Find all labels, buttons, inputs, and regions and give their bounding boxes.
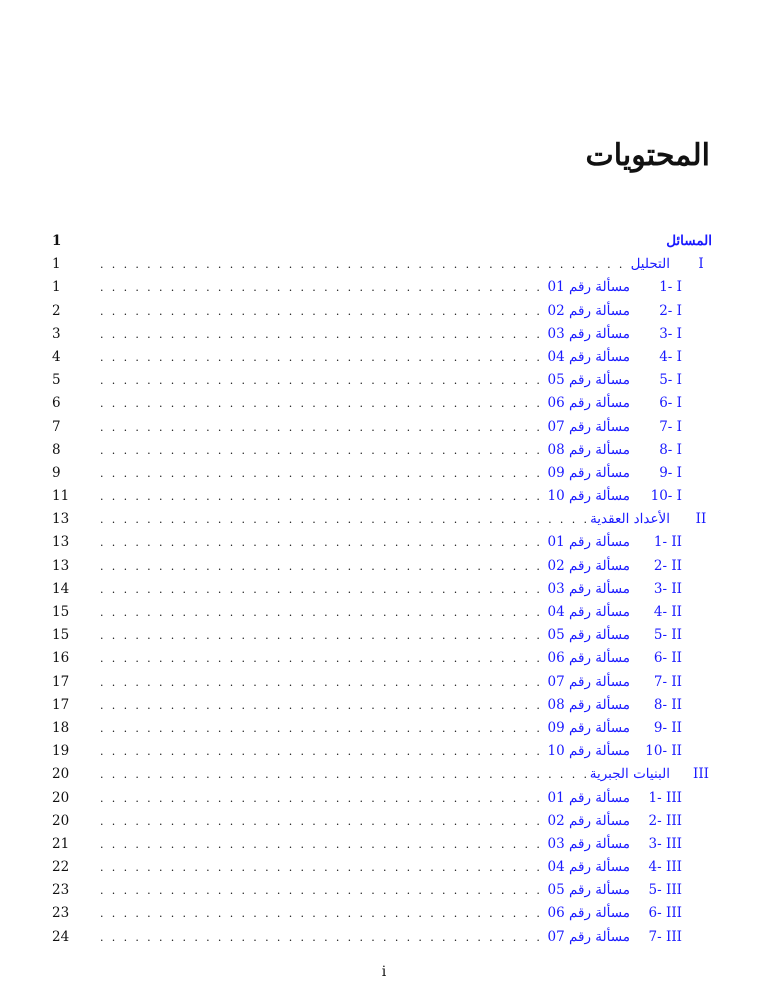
- entry-title-link[interactable]: مسألة رقم 08: [544, 439, 630, 462]
- dot-leader: [100, 508, 586, 532]
- entry-title-link[interactable]: مسألة رقم 07: [544, 926, 630, 949]
- toc-entry[interactable]: [52, 369, 712, 392]
- toc-entry[interactable]: [52, 578, 712, 601]
- toc-section[interactable]: [52, 763, 712, 786]
- toc-entry[interactable]: [52, 531, 712, 554]
- dot-leader: [100, 485, 544, 509]
- entry-page-number: 23: [52, 882, 70, 899]
- dot-leader: [100, 578, 544, 602]
- entry-title-link[interactable]: مسألة رقم 02: [544, 300, 630, 323]
- entry-number: 1- III: [648, 789, 682, 806]
- page-title: المحتويات: [585, 138, 710, 173]
- dot-leader: [100, 740, 544, 764]
- entry-title-link[interactable]: مسألة رقم 04: [544, 346, 630, 369]
- entry-title-link[interactable]: مسألة رقم 05: [544, 879, 630, 902]
- toc-entry[interactable]: [52, 555, 712, 578]
- entry-title-link[interactable]: مسألة رقم 04: [544, 856, 630, 879]
- entry-number: 10- I: [650, 488, 682, 505]
- entry-number: 2- III: [648, 812, 682, 829]
- dot-leader: [100, 555, 544, 579]
- toc-entry[interactable]: [52, 485, 712, 508]
- entry-number: 5- I: [659, 372, 682, 389]
- entry-title-link[interactable]: مسألة رقم 01: [544, 531, 630, 554]
- toc-entry[interactable]: [52, 671, 712, 694]
- entry-title-link[interactable]: مسألة رقم 09: [544, 717, 630, 740]
- entry-title-link[interactable]: مسألة رقم 07: [544, 416, 630, 439]
- entry-page-number: 5: [52, 372, 61, 389]
- entry-title-link[interactable]: مسألة رقم 04: [544, 601, 630, 624]
- entry-number: 8- II: [653, 696, 682, 713]
- entry-page-number: 20: [52, 789, 70, 806]
- entry-number: 3- II: [653, 580, 682, 597]
- dot-leader: [100, 624, 544, 648]
- entry-number: 6- III: [648, 905, 682, 922]
- entry-number: 5- III: [648, 882, 682, 899]
- entry-title-link[interactable]: مسألة رقم 07: [544, 671, 630, 694]
- toc-entry[interactable]: [52, 439, 712, 462]
- toc-entry[interactable]: [52, 879, 712, 902]
- toc-entry[interactable]: [52, 926, 712, 949]
- toc-entry[interactable]: [52, 300, 712, 323]
- section-title-link[interactable]: الأعداد العقدية: [586, 508, 670, 531]
- entry-page-number: 24: [52, 928, 70, 945]
- entry-page-number: 4: [52, 348, 61, 365]
- toc-entry[interactable]: [52, 647, 712, 670]
- table-of-contents: [52, 230, 712, 949]
- toc-entry[interactable]: [52, 416, 712, 439]
- dot-leader: [100, 879, 544, 903]
- entry-title-link[interactable]: مسألة رقم 02: [544, 555, 630, 578]
- entry-page-number: 6: [52, 395, 61, 412]
- section-number: II: [695, 511, 707, 528]
- entry-number: 10- II: [645, 743, 682, 760]
- toc-entry[interactable]: [52, 694, 712, 717]
- entry-page-number: 17: [52, 696, 70, 713]
- dot-leader: [100, 439, 544, 463]
- dot-leader: [100, 369, 544, 393]
- entry-number: 3- III: [648, 835, 682, 852]
- entry-page-number: 16: [52, 650, 70, 667]
- entry-title-link[interactable]: مسألة رقم 10: [544, 740, 630, 763]
- entry-number: 8- I: [659, 441, 682, 458]
- entry-page-number: 9: [52, 464, 61, 481]
- entry-page-number: 23: [52, 905, 70, 922]
- page-footer-number: i: [381, 964, 387, 980]
- entry-page-number: 8: [52, 441, 61, 458]
- toc-entry[interactable]: [52, 276, 712, 299]
- entry-page-number: 2: [52, 302, 61, 319]
- dot-leader: [100, 462, 544, 486]
- entry-page-number: 14: [52, 580, 70, 597]
- dot-leader: [100, 856, 544, 880]
- entry-title-link[interactable]: مسألة رقم 03: [544, 578, 630, 601]
- section-title-link[interactable]: التحليل: [627, 253, 670, 276]
- entry-page-number: 15: [52, 627, 70, 644]
- entry-number: 4- III: [648, 859, 682, 876]
- entry-page-number: 20: [52, 812, 70, 829]
- entry-title-link[interactable]: مسألة رقم 05: [544, 369, 630, 392]
- entry-number: 7- I: [659, 418, 682, 435]
- dot-leader: [100, 601, 544, 625]
- entry-title-link[interactable]: مسألة رقم 03: [544, 833, 630, 856]
- dot-leader: [100, 694, 544, 718]
- dot-leader: [100, 323, 544, 347]
- section-title-link[interactable]: البنيات الجبرية: [586, 763, 670, 786]
- entry-title-link[interactable]: مسألة رقم 03: [544, 323, 630, 346]
- section-page-number: 20: [52, 766, 70, 783]
- toc-entry[interactable]: [52, 624, 712, 647]
- dot-leader: [100, 926, 544, 950]
- entry-number: 4- I: [659, 348, 682, 365]
- toc-entry[interactable]: [52, 601, 712, 624]
- entry-page-number: 22: [52, 859, 70, 876]
- dot-leader: [100, 531, 544, 555]
- dot-leader: [100, 763, 586, 787]
- entry-title-link[interactable]: مسألة رقم 09: [544, 462, 630, 485]
- entry-title-link[interactable]: مسألة رقم 06: [544, 392, 630, 415]
- entry-number: 1- I: [659, 279, 682, 296]
- entry-title-link[interactable]: مسألة رقم 01: [544, 276, 630, 299]
- entry-page-number: 15: [52, 604, 70, 620]
- entry-title-link[interactable]: مسألة رقم 02: [544, 810, 630, 833]
- dot-leader: [100, 346, 544, 370]
- entry-title-link[interactable]: مسألة رقم 08: [544, 694, 630, 717]
- entry-title-link[interactable]: مسألة رقم 10: [544, 485, 630, 508]
- entry-page-number: 18: [52, 719, 70, 736]
- dot-leader: [100, 392, 544, 416]
- entry-number: 2- I: [659, 302, 682, 319]
- dot-leader: [100, 717, 544, 741]
- entry-title-link[interactable]: مسألة رقم 05: [544, 624, 630, 647]
- dot-leader: [100, 647, 544, 671]
- entry-title-link[interactable]: مسألة رقم 01: [544, 787, 630, 810]
- entry-page-number: 1: [52, 279, 61, 296]
- section-page-number: 1: [52, 256, 61, 273]
- entry-page-number: 3: [52, 325, 61, 342]
- dot-leader: [100, 810, 544, 834]
- dot-leader: [100, 300, 544, 324]
- toc-entry[interactable]: [52, 740, 712, 763]
- entry-page-number: 11: [52, 488, 70, 505]
- toc-entry[interactable]: [52, 787, 712, 810]
- dot-leader: [100, 416, 544, 440]
- entry-page-number: 13: [52, 534, 70, 551]
- entry-number: 7- II: [653, 673, 682, 690]
- entry-number: 4- II: [653, 604, 682, 620]
- entry-page-number: 19: [52, 743, 70, 760]
- entry-title-link[interactable]: مسألة رقم 06: [544, 647, 630, 670]
- toc-section[interactable]: [52, 253, 712, 276]
- entry-number: 6- I: [659, 395, 682, 412]
- entry-number: 5- II: [653, 627, 682, 644]
- toc-entry[interactable]: [52, 856, 712, 879]
- entry-number: 9- II: [653, 719, 682, 736]
- toc-entry[interactable]: [52, 462, 712, 485]
- chapter-page-number: 1: [52, 233, 62, 249]
- dot-leader: [100, 833, 544, 857]
- entry-title-link[interactable]: مسألة رقم 06: [544, 902, 630, 925]
- dot-leader: [100, 253, 627, 277]
- entry-number: 9- I: [659, 464, 682, 481]
- entry-page-number: 21: [52, 835, 70, 852]
- entry-page-number: 17: [52, 673, 70, 690]
- toc-entry[interactable]: [52, 833, 712, 856]
- dot-leader: [100, 787, 544, 811]
- toc-entry[interactable]: [52, 346, 712, 369]
- toc-chapter[interactable]: [52, 230, 712, 253]
- toc-entry[interactable]: [52, 392, 712, 415]
- section-number: I: [698, 256, 704, 273]
- dot-leader: [100, 671, 544, 695]
- chapter-title-link[interactable]: المسائل: [666, 233, 712, 249]
- dot-leader: [100, 902, 544, 926]
- entry-number: 2- II: [653, 557, 682, 574]
- entry-page-number: 7: [52, 418, 61, 435]
- entry-number: 3- I: [659, 325, 682, 342]
- section-page-number: 13: [52, 511, 70, 528]
- toc-entry[interactable]: [52, 810, 712, 833]
- entry-number: 1- II: [653, 534, 682, 551]
- dot-leader: [100, 276, 544, 300]
- toc-entry[interactable]: [52, 902, 712, 925]
- toc-entry[interactable]: [52, 717, 712, 740]
- entry-number: 7- III: [648, 928, 682, 945]
- entry-number: 6- II: [653, 650, 682, 667]
- entry-page-number: 13: [52, 557, 70, 574]
- toc-section[interactable]: [52, 508, 712, 531]
- toc-entry[interactable]: [52, 323, 712, 346]
- section-number: III: [693, 766, 709, 783]
